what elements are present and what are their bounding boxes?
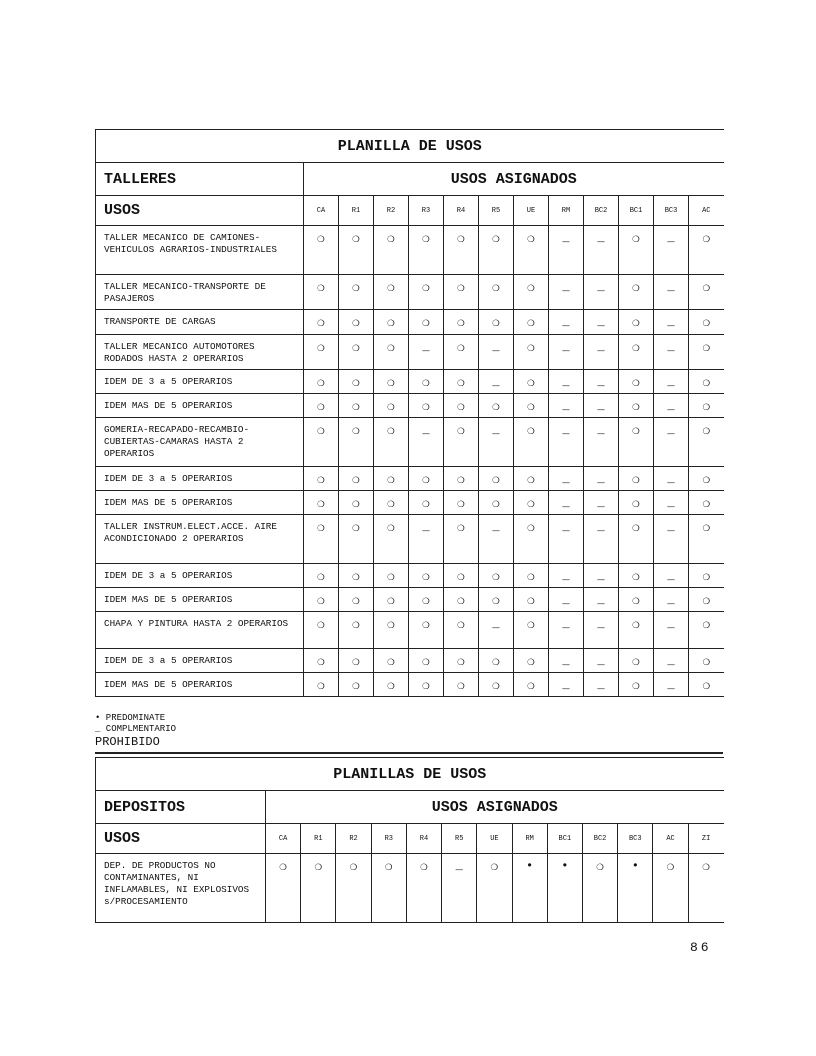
usage-cell: _: [549, 588, 584, 612]
usage-cell: _: [584, 418, 619, 467]
usage-cell: ❍: [406, 854, 441, 923]
usos-label: USOS: [96, 196, 304, 226]
usage-cell: ❍: [689, 394, 724, 418]
usage-cell: •: [618, 854, 653, 923]
usage-cell: ❍: [374, 491, 409, 515]
usage-cell: ❍: [514, 335, 549, 370]
table-row: [96, 335, 724, 370]
usage-cell: _: [479, 612, 514, 649]
usage-cell: _: [584, 491, 619, 515]
table-row: [96, 854, 724, 923]
table-title: PLANILLA DE USOS: [96, 130, 724, 163]
usage-cell: _: [654, 370, 689, 394]
usage-cell: _: [479, 418, 514, 467]
usage-cell: ❍: [339, 467, 374, 491]
usage-cell: _: [654, 515, 689, 564]
usage-cell: ❍: [339, 649, 374, 673]
usage-cell: ❍: [339, 564, 374, 588]
usos-label: USOS: [96, 824, 266, 854]
usage-cell: ❍: [619, 649, 654, 673]
usage-cell: ❍: [409, 370, 444, 394]
usage-cell: ❍: [619, 673, 654, 697]
usage-cell: ❍: [514, 612, 549, 649]
table-row: [96, 612, 724, 649]
usage-cell: ❍: [689, 335, 724, 370]
usage-cell: _: [654, 335, 689, 370]
usage-cell: ❍: [479, 649, 514, 673]
usage-cell: ❍: [619, 370, 654, 394]
zone-code-ca: CA: [304, 196, 339, 226]
legend-predominante: • PREDOMINATE: [95, 713, 166, 723]
usage-cell: ❍: [444, 564, 479, 588]
usage-cell: ❍: [514, 649, 549, 673]
table-row: [96, 649, 724, 673]
legend: [95, 713, 723, 749]
usage-cell: •: [547, 854, 582, 923]
zone-code-rm: RM: [512, 824, 547, 854]
usage-cell: ❍: [301, 854, 336, 923]
usage-cell: ❍: [444, 310, 479, 335]
usage-cell: _: [654, 418, 689, 467]
usage-cell: ❍: [619, 418, 654, 467]
usage-cell: ❍: [339, 612, 374, 649]
usage-cell: ❍: [339, 588, 374, 612]
usage-cell: ❍: [409, 467, 444, 491]
usage-cell: _: [654, 588, 689, 612]
usage-cell: _: [549, 515, 584, 564]
legend-prohibido: PROHIBIDO: [95, 735, 160, 749]
usage-cell: ❍: [304, 394, 339, 418]
usage-cell: ❍: [514, 673, 549, 697]
usage-cell: ❍: [619, 491, 654, 515]
usage-cell: ❍: [374, 515, 409, 564]
usage-cell: ❍: [479, 310, 514, 335]
table-depositos: [95, 757, 724, 923]
usage-cell: _: [442, 854, 477, 923]
zone-code-r4: R4: [444, 196, 479, 226]
section-header-talleres: TALLERES: [96, 163, 304, 196]
usage-cell: _: [549, 491, 584, 515]
usage-cell: _: [584, 564, 619, 588]
usage-cell: _: [479, 335, 514, 370]
activity-label: IDEM MAS DE 5 OPERARIOS: [96, 588, 304, 612]
zone-code-r1: R1: [339, 196, 374, 226]
usage-cell: ❍: [304, 515, 339, 564]
usage-cell: ❍: [444, 275, 479, 310]
zone-code-r3: R3: [409, 196, 444, 226]
zone-code-r2: R2: [336, 824, 371, 854]
usage-cell: _: [584, 335, 619, 370]
usage-cell: ❍: [444, 612, 479, 649]
usage-cell: _: [654, 612, 689, 649]
usage-cell: _: [584, 649, 619, 673]
usage-cell: ❍: [374, 275, 409, 310]
usage-cell: ❍: [444, 491, 479, 515]
usage-cell: _: [549, 564, 584, 588]
usage-cell: _: [654, 275, 689, 310]
usage-cell: ❍: [689, 370, 724, 394]
usage-cell: ❍: [689, 588, 724, 612]
usage-cell: ❍: [409, 612, 444, 649]
activity-label: IDEM MAS DE 5 OPERARIOS: [96, 394, 304, 418]
usage-cell: ❍: [688, 854, 723, 923]
usage-cell: ❍: [444, 515, 479, 564]
zone-code-ue: UE: [514, 196, 549, 226]
usage-cell: ❍: [409, 649, 444, 673]
usage-cell: ❍: [514, 564, 549, 588]
usage-cell: _: [654, 394, 689, 418]
usage-cell: ❍: [409, 588, 444, 612]
usage-cell: ❍: [374, 673, 409, 697]
usage-cell: ❍: [689, 515, 724, 564]
table-talleres: [95, 129, 724, 697]
usage-cell: ❍: [619, 275, 654, 310]
usage-cell: _: [584, 226, 619, 275]
activity-label: IDEM DE 3 a 5 OPERARIOS: [96, 467, 304, 491]
usage-cell: ❍: [619, 226, 654, 275]
zone-code-bc3: BC3: [654, 196, 689, 226]
usage-cell: ❍: [689, 310, 724, 335]
zone-code-r3: R3: [371, 824, 406, 854]
usage-cell: ❍: [339, 226, 374, 275]
table-depositos-container: [95, 757, 723, 923]
usage-cell: ❍: [479, 226, 514, 275]
usage-cell: ❍: [514, 491, 549, 515]
usage-cell: _: [549, 612, 584, 649]
zone-code-bc2: BC2: [584, 196, 619, 226]
usage-cell: ❍: [374, 370, 409, 394]
usage-cell: ❍: [304, 467, 339, 491]
usage-cell: ❍: [304, 310, 339, 335]
activity-label: TALLER INSTRUM.ELECT.ACCE. AIRE ACONDICIONADO 2 OPERARIOS: [96, 515, 304, 564]
usage-cell: _: [584, 275, 619, 310]
zone-code-ac: AC: [689, 196, 724, 226]
usage-cell: _: [654, 649, 689, 673]
usage-cell: ❍: [444, 394, 479, 418]
usage-cell: ❍: [689, 673, 724, 697]
usage-cell: ❍: [374, 335, 409, 370]
usage-cell: ❍: [689, 226, 724, 275]
table-row: [96, 515, 724, 564]
usage-cell: _: [584, 612, 619, 649]
usage-cell: ❍: [619, 612, 654, 649]
usage-cell: ❍: [514, 394, 549, 418]
usage-cell: ❍: [444, 673, 479, 697]
usage-cell: ❍: [514, 467, 549, 491]
usage-cell: ❍: [479, 588, 514, 612]
usage-cell: _: [584, 394, 619, 418]
usage-cell: _: [654, 491, 689, 515]
zone-code-bc1: BC1: [619, 196, 654, 226]
usage-cell: _: [584, 588, 619, 612]
table-row: [96, 226, 724, 275]
usage-cell: ❍: [479, 673, 514, 697]
usage-cell: ❍: [304, 275, 339, 310]
usage-cell: _: [549, 310, 584, 335]
table-row: [96, 310, 724, 335]
usage-cell: ❍: [336, 854, 371, 923]
usage-cell: ❍: [514, 275, 549, 310]
usage-cell: _: [549, 673, 584, 697]
usage-cell: ❍: [479, 275, 514, 310]
usage-cell: ❍: [582, 854, 617, 923]
usage-cell: ❍: [689, 491, 724, 515]
usage-cell: ❍: [374, 649, 409, 673]
page-number: 86: [690, 940, 712, 955]
activity-label: IDEM DE 3 a 5 OPERARIOS: [96, 370, 304, 394]
zone-code-bc2: BC2: [582, 824, 617, 854]
usage-cell: ❍: [304, 588, 339, 612]
table-row: [96, 394, 724, 418]
usage-cell: _: [409, 515, 444, 564]
usage-cell: ❍: [619, 335, 654, 370]
usage-cell: _: [549, 370, 584, 394]
usage-cell: ❍: [339, 394, 374, 418]
usage-cell: ❍: [374, 310, 409, 335]
usage-cell: ❍: [304, 418, 339, 467]
zone-code-r4: R4: [406, 824, 441, 854]
table-row: [96, 673, 724, 697]
usage-cell: _: [584, 673, 619, 697]
usage-cell: ❍: [304, 649, 339, 673]
zone-code-r5: R5: [442, 824, 477, 854]
usage-cell: ❍: [409, 673, 444, 697]
usage-cell: _: [409, 418, 444, 467]
usage-cell: ❍: [374, 467, 409, 491]
activity-label: TALLER MECANICO-TRANSPORTE DE PASAJEROS: [96, 275, 304, 310]
usage-cell: _: [549, 649, 584, 673]
usage-cell: ❍: [514, 226, 549, 275]
zone-code-ac: AC: [653, 824, 688, 854]
usage-cell: _: [549, 394, 584, 418]
usage-cell: ❍: [514, 588, 549, 612]
usage-cell: _: [479, 370, 514, 394]
usage-cell: ❍: [619, 515, 654, 564]
usage-cell: ❍: [619, 588, 654, 612]
usage-cell: _: [654, 226, 689, 275]
activity-label: DEP. DE PRODUCTOS NO CONTAMINANTES, NI INFLAMABLES, NI EXPLOSIVOS s/PROCESAMIENTO: [96, 854, 266, 923]
usage-cell: ❍: [304, 335, 339, 370]
zone-code-ue: UE: [477, 824, 512, 854]
usage-cell: ❍: [689, 564, 724, 588]
activity-label: TALLER MECANICO AUTOMOTORES RODADOS HASTA 2 OPERARIOS: [96, 335, 304, 370]
zone-code-bc3: BC3: [618, 824, 653, 854]
table-row: [96, 491, 724, 515]
usage-cell: ❍: [304, 491, 339, 515]
usage-cell: _: [549, 275, 584, 310]
table-row: [96, 275, 724, 310]
usage-cell: ❍: [409, 310, 444, 335]
usage-cell: _: [654, 673, 689, 697]
activity-label: TALLER MECANICO DE CAMIONES-VEHICULOS AGRARIOS-INDUSTRIALES: [96, 226, 304, 275]
usage-cell: ❍: [339, 275, 374, 310]
usage-cell: ❍: [374, 394, 409, 418]
usage-cell: ❍: [339, 418, 374, 467]
usage-cell: •: [512, 854, 547, 923]
usage-cell: ❍: [374, 612, 409, 649]
usage-cell: ❍: [339, 335, 374, 370]
usage-cell: ❍: [444, 467, 479, 491]
usage-cell: _: [479, 515, 514, 564]
activity-label: IDEM DE 3 a 5 OPERARIOS: [96, 564, 304, 588]
usage-cell: ❍: [339, 491, 374, 515]
usage-cell: _: [549, 335, 584, 370]
usage-cell: ❍: [304, 564, 339, 588]
zone-code-bc1: BC1: [547, 824, 582, 854]
zone-code-r2: R2: [374, 196, 409, 226]
activity-label: TRANSPORTE DE CARGAS: [96, 310, 304, 335]
activity-label: GOMERIA-RECAPADO-RECAMBIO-CUBIERTAS-CAMARAS HASTA 2 OPERARIOS: [96, 418, 304, 467]
usage-cell: ❍: [444, 335, 479, 370]
usage-cell: ❍: [266, 854, 301, 923]
usage-cell: ❍: [619, 310, 654, 335]
usage-cell: ❍: [689, 649, 724, 673]
activity-label: IDEM MAS DE 5 OPERARIOS: [96, 673, 304, 697]
usage-cell: _: [654, 564, 689, 588]
activity-label: CHAPA Y PINTURA HASTA 2 OPERARIOS: [96, 612, 304, 649]
section-header-depositos: DEPOSITOS: [96, 791, 266, 824]
usage-cell: ❍: [619, 564, 654, 588]
usage-cell: ❍: [444, 649, 479, 673]
usage-cell: ❍: [514, 418, 549, 467]
activity-label: IDEM DE 3 a 5 OPERARIOS: [96, 649, 304, 673]
usage-cell: ❍: [374, 564, 409, 588]
usage-cell: ❍: [304, 226, 339, 275]
usage-cell: ❍: [409, 491, 444, 515]
zone-code-ca: CA: [266, 824, 301, 854]
usage-cell: ❍: [619, 394, 654, 418]
usage-cell: ❍: [304, 673, 339, 697]
zone-code-rm: RM: [549, 196, 584, 226]
usage-cell: ❍: [339, 515, 374, 564]
usage-cell: ❍: [409, 275, 444, 310]
usage-cell: _: [654, 467, 689, 491]
usage-cell: ❍: [339, 310, 374, 335]
zone-code-r1: R1: [301, 824, 336, 854]
usage-cell: ❍: [689, 467, 724, 491]
usage-cell: ❍: [514, 310, 549, 335]
usage-cell: ❍: [304, 612, 339, 649]
activity-label: IDEM MAS DE 5 OPERARIOS: [96, 491, 304, 515]
table-row: [96, 370, 724, 394]
usage-cell: ❍: [304, 370, 339, 394]
usage-cell: ❍: [653, 854, 688, 923]
legend-complementario: _ COMPLMENTARIO: [95, 724, 177, 734]
usage-cell: ❍: [409, 564, 444, 588]
usage-cell: _: [549, 467, 584, 491]
usage-cell: ❍: [514, 370, 549, 394]
usage-cell: ❍: [444, 588, 479, 612]
usage-cell: _: [654, 310, 689, 335]
usage-cell: _: [549, 418, 584, 467]
usage-cell: ❍: [371, 854, 406, 923]
usage-cell: ❍: [479, 564, 514, 588]
section-header-usos-asignados: USOS ASIGNADOS: [266, 791, 724, 824]
usage-cell: ❍: [339, 673, 374, 697]
usage-cell: _: [549, 226, 584, 275]
usage-cell: ❍: [689, 612, 724, 649]
usage-cell: ❍: [374, 588, 409, 612]
table-row: [96, 418, 724, 467]
usage-cell: ❍: [339, 370, 374, 394]
usage-cell: _: [584, 310, 619, 335]
usage-cell: ❍: [374, 418, 409, 467]
usage-cell: _: [409, 335, 444, 370]
usage-cell: ❍: [444, 370, 479, 394]
usage-cell: ❍: [409, 226, 444, 275]
usage-cell: _: [584, 370, 619, 394]
usage-cell: ❍: [409, 394, 444, 418]
usage-cell: ❍: [444, 226, 479, 275]
usage-cell: ❍: [689, 418, 724, 467]
section-header-usos-asignados: USOS ASIGNADOS: [304, 163, 724, 196]
table-title: PLANILLAS DE USOS: [96, 758, 724, 791]
table-talleres-container: [95, 129, 723, 697]
table-row: [96, 467, 724, 491]
usage-cell: ❍: [479, 491, 514, 515]
usage-cell: ❍: [619, 467, 654, 491]
table-row: [96, 564, 724, 588]
zone-code-r5: R5: [479, 196, 514, 226]
usage-cell: ❍: [374, 226, 409, 275]
usage-cell: ❍: [479, 394, 514, 418]
usage-cell: ❍: [479, 467, 514, 491]
usage-cell: _: [584, 467, 619, 491]
divider: [95, 752, 723, 754]
usage-cell: ❍: [514, 515, 549, 564]
usage-cell: ❍: [444, 418, 479, 467]
table-row: [96, 588, 724, 612]
zone-code-zi: ZI: [688, 824, 723, 854]
usage-cell: ❍: [477, 854, 512, 923]
usage-cell: _: [584, 515, 619, 564]
usage-cell: ❍: [689, 275, 724, 310]
